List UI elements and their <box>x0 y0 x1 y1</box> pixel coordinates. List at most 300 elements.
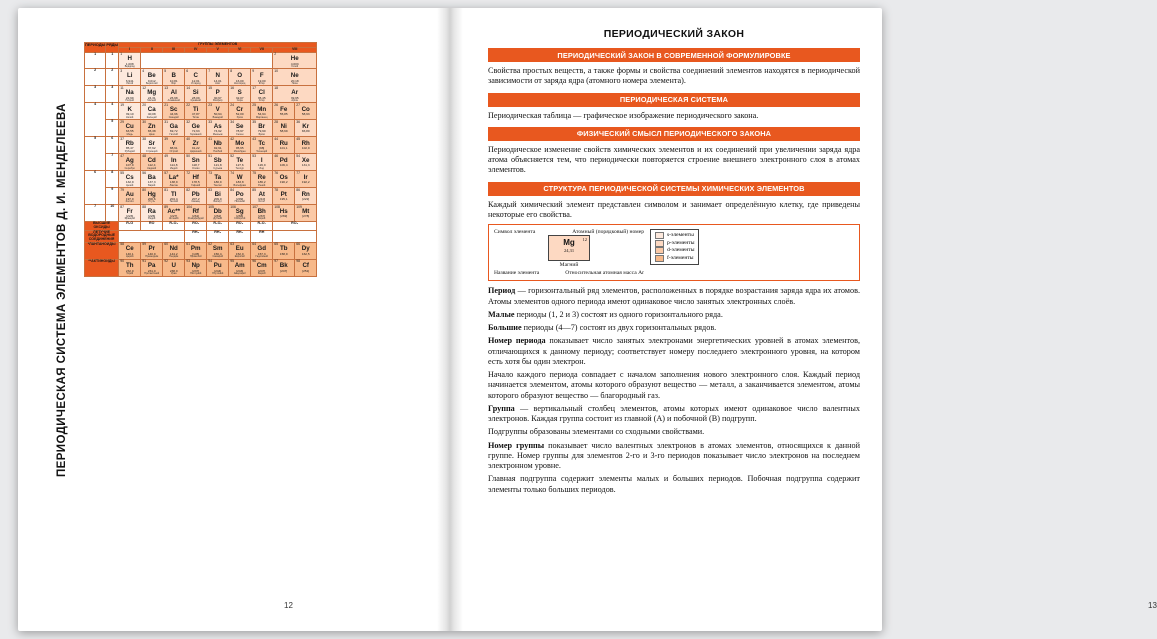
element-symbol: Cd <box>147 156 156 164</box>
element-Pu[interactable] <box>207 259 229 276</box>
element-Ir[interactable] <box>295 171 317 188</box>
element-name: Рений <box>258 183 266 187</box>
element-Ar[interactable] <box>273 86 317 103</box>
element-Os[interactable] <box>273 171 295 188</box>
element-symbol: K <box>127 105 132 113</box>
element-Nb[interactable] <box>207 137 229 154</box>
element-Ca[interactable] <box>141 103 163 120</box>
element-Pd[interactable] <box>273 154 295 171</box>
element-Dy[interactable] <box>295 242 317 259</box>
element-symbol: Pt <box>280 190 287 198</box>
right-page <box>488 28 1157 618</box>
element-symbol: Cu <box>125 122 134 130</box>
element-symbol: H <box>127 55 132 63</box>
group-VIII: VIII <box>273 47 317 52</box>
row-10: 10 <box>106 205 119 222</box>
body-period-number: показывает число занятых электронами энергетических уровней в атомах элементов, отличающихся к данному периоду; соответствует номеру последнего электронного уровня, на котором есть хотя бы один электрон. <box>488 336 860 366</box>
element-number: 44 <box>274 136 278 141</box>
element-name: Азот <box>215 81 221 85</box>
element-name: Фосфор <box>213 98 223 102</box>
element-name: Иод <box>259 166 265 170</box>
element-Hf[interactable] <box>185 171 207 188</box>
element-F[interactable] <box>251 69 273 86</box>
element-symbol: Np <box>191 262 200 270</box>
element-Nd[interactable] <box>163 242 185 259</box>
swatch-f-icon <box>655 255 664 262</box>
element-Ac[interactable] <box>163 205 185 222</box>
element-Ti[interactable] <box>185 103 207 120</box>
element-Ru[interactable] <box>273 137 295 154</box>
element-Cs[interactable] <box>119 171 141 188</box>
element-number: 32 <box>186 119 190 124</box>
element-Mo[interactable] <box>229 137 251 154</box>
element-symbol: Pd <box>279 156 288 164</box>
element-Cr[interactable] <box>229 103 251 120</box>
element-mass: 91,22 <box>191 146 200 151</box>
element-At[interactable] <box>251 188 273 205</box>
element-number: 108 <box>274 204 280 209</box>
element-Tl[interactable] <box>163 188 185 205</box>
sample-element-name: Магний <box>559 262 579 269</box>
element-Th[interactable] <box>119 259 141 276</box>
element-mass: 10,81 <box>169 78 178 83</box>
element-mass: 126,9 <box>257 163 266 168</box>
element-name: Бром <box>258 132 265 136</box>
element-number: 37 <box>120 136 124 141</box>
element-name: Самарий <box>212 255 223 259</box>
element-mass: 157,3 <box>257 251 266 256</box>
element-Au[interactable] <box>119 188 141 205</box>
paragraph-group-number <box>488 441 860 472</box>
element-Np[interactable] <box>185 259 207 276</box>
sample-symbol: Mg <box>563 238 575 248</box>
element-number: 14 <box>186 85 190 90</box>
element-Rn[interactable] <box>295 188 317 205</box>
element-Y[interactable] <box>163 137 185 154</box>
element-name: Марганец <box>256 115 268 119</box>
element-symbol: Xe <box>301 156 310 164</box>
element-Mt[interactable] <box>295 205 317 222</box>
element-number: 20 <box>142 102 146 107</box>
element-Zr[interactable] <box>185 137 207 154</box>
element-O[interactable] <box>229 69 251 86</box>
element-mass: [267] <box>258 214 266 219</box>
period-1: 1 <box>85 52 106 69</box>
element-number: 62 <box>208 242 212 247</box>
element-symbol: Re <box>257 173 266 181</box>
element-mass: 85,47 <box>125 146 134 151</box>
element-Ge[interactable] <box>185 120 207 137</box>
group-V: V <box>207 47 229 52</box>
element-number: 98 <box>296 259 300 264</box>
element-Ce[interactable] <box>119 242 141 259</box>
period-6: 6 <box>85 171 106 205</box>
element-symbol: P <box>215 89 220 97</box>
element-symbol: Se <box>235 122 244 130</box>
element-Ta[interactable] <box>207 171 229 188</box>
element-name: Франций <box>124 217 135 221</box>
element-number: 17 <box>252 85 256 90</box>
element-Sn[interactable] <box>185 154 207 171</box>
row-4: 4 <box>106 103 119 120</box>
header-periods: ПЕРИОДЫ <box>85 43 106 53</box>
element-number: 34 <box>230 119 234 124</box>
element-Br[interactable] <box>251 120 273 137</box>
element-Sr[interactable] <box>141 137 163 154</box>
legend-item-s <box>655 232 694 240</box>
element-Rh[interactable] <box>295 137 317 154</box>
element-Gd[interactable] <box>251 242 273 259</box>
element-mass: 14,01 <box>213 78 222 83</box>
element-Li[interactable] <box>119 69 141 86</box>
element-mass: 16,00 <box>235 78 244 83</box>
oxide-IV: RO₂ <box>185 222 207 231</box>
element-symbol: Te <box>236 156 244 164</box>
element-Fe[interactable] <box>273 103 295 120</box>
element-U[interactable] <box>163 259 185 276</box>
element-symbol: Pb <box>191 190 200 198</box>
element-H[interactable] <box>119 52 141 69</box>
element-La[interactable] <box>163 171 185 188</box>
page-title: ПЕРИОДИЧЕСКИЙ ЗАКОН <box>603 28 745 40</box>
element-mass: 47,87 <box>191 112 200 117</box>
element-symbol: Cs <box>125 173 134 181</box>
element-name: Водород <box>124 64 135 68</box>
element-symbol: Eu <box>235 245 244 253</box>
element-V[interactable] <box>207 103 229 120</box>
element-mass: 183,8 <box>235 180 244 185</box>
element-Ra[interactable] <box>141 205 163 222</box>
element-number: 16 <box>230 85 234 90</box>
element-Cd[interactable] <box>141 154 163 171</box>
element-Mg[interactable] <box>141 86 163 103</box>
element-mass: 58,93 <box>301 112 310 117</box>
element-Ba[interactable] <box>141 171 163 188</box>
element-B[interactable] <box>163 69 185 86</box>
element-name: Сера <box>236 98 243 102</box>
element-N[interactable] <box>207 69 229 86</box>
element-number: 42 <box>230 136 234 141</box>
element-symbol: V <box>215 105 220 113</box>
element-Zn[interactable] <box>141 120 163 137</box>
element-name: Кремний <box>190 98 201 102</box>
element-number: 2 <box>274 52 277 57</box>
element-name: Олово <box>191 166 200 170</box>
element-name: Астат <box>258 200 265 204</box>
element-Am[interactable] <box>229 259 251 276</box>
element-number: 88 <box>142 204 146 209</box>
element-symbol: Po <box>235 190 244 198</box>
element-number: 51 <box>208 153 212 158</box>
label-atomic-number: Атомный (порядковый) номер <box>572 229 644 235</box>
element-mass: 19,00 <box>257 78 266 83</box>
sample-element-cell <box>548 235 590 261</box>
hydride-VI: RH₂ <box>229 230 251 242</box>
element-mass: [226] <box>148 214 156 219</box>
element-K[interactable] <box>119 103 141 120</box>
element-Hg[interactable] <box>141 188 163 205</box>
element-name: Неон <box>291 81 298 85</box>
element-mass: 69,72 <box>169 129 178 134</box>
element-Mn[interactable] <box>251 103 273 120</box>
element-Kr[interactable] <box>295 120 317 137</box>
element-mass: 78,97 <box>235 129 244 134</box>
element-number: 4 <box>142 68 145 73</box>
element-name: Галлий <box>169 132 178 136</box>
element-Tc[interactable] <box>251 137 273 154</box>
element-symbol: Cl <box>258 89 265 97</box>
element-Se[interactable] <box>229 120 251 137</box>
element-name: Резерфордий <box>187 217 204 221</box>
element-W[interactable] <box>229 171 251 188</box>
element-name: Технеций <box>256 149 268 153</box>
element-symbol: F <box>259 72 264 80</box>
element-In[interactable] <box>163 154 185 171</box>
body-group-number: показывает число валентных электронов в атомах элементов, относящихся к данной группе. Номер группы для элементов 2-го и 3-го периодов показывает число электронов на последнем электронном уровне. <box>488 440 861 471</box>
element-name: Иттрий <box>169 149 178 153</box>
element-name: Кальций <box>146 115 157 119</box>
element-Db[interactable] <box>207 205 229 222</box>
element-symbol: Pu <box>213 262 222 270</box>
element-name: Америций <box>233 272 246 276</box>
element-Eu[interactable] <box>229 242 251 259</box>
legend-item-f <box>655 255 694 263</box>
element-Cu[interactable] <box>119 120 141 137</box>
element-number: 74 <box>230 170 234 175</box>
element-symbol: Mo <box>235 139 245 147</box>
element-number: 96 <box>252 259 256 264</box>
element-mass: 140,9 <box>147 251 156 256</box>
element-symbol: Bk <box>279 262 288 270</box>
element-mass: 207,2 <box>191 197 200 202</box>
element-number: 97 <box>274 259 278 264</box>
element-Si[interactable] <box>185 86 207 103</box>
element-mass: 140,1 <box>125 251 134 256</box>
text-periodic-law: Свойства простых веществ, а также формы и свойства соединений элементов находятся в периодической зависимости от заряда ядра (атомного номера элемента). <box>488 66 860 86</box>
element-Ag[interactable] <box>119 154 141 171</box>
element-name: Церий <box>126 255 134 259</box>
element-symbol: Rf <box>192 207 199 215</box>
element-Pr[interactable] <box>141 242 163 259</box>
element-symbol: N <box>215 72 220 80</box>
element-name: Кадмий <box>147 166 157 170</box>
element-name: Кислород <box>234 81 246 85</box>
legend-item-p <box>655 240 694 248</box>
element-symbol: Dy <box>301 245 310 253</box>
element-Be[interactable] <box>141 69 163 86</box>
element-Bk[interactable] <box>273 259 295 276</box>
element-name: Висмут <box>213 200 222 204</box>
element-name: Уран <box>170 272 177 276</box>
element-I[interactable] <box>251 154 273 171</box>
element-mass: [227] <box>170 214 178 219</box>
element-mass: 197,0 <box>125 197 134 202</box>
element-number: 61 <box>186 242 190 247</box>
element-Na[interactable] <box>119 86 141 103</box>
element-symbol: Fe <box>280 105 288 113</box>
element-name: Ниобий <box>213 149 223 153</box>
element-Cm[interactable] <box>251 259 273 276</box>
element-mass: [209] <box>236 197 244 202</box>
element-symbol: Cm <box>256 262 267 270</box>
element-Sc[interactable] <box>163 103 185 120</box>
element-Pm[interactable] <box>185 242 207 259</box>
element-mass: 54,94 <box>257 112 266 117</box>
paragraph-period-number <box>488 336 860 367</box>
element-Cf[interactable] <box>295 259 317 276</box>
element-symbol: Ge <box>191 122 200 130</box>
element-mass: 127,6 <box>235 163 244 168</box>
element-mass: 55,85 <box>279 112 288 117</box>
element-symbol: Br <box>258 122 266 130</box>
element-Xe[interactable] <box>295 154 317 171</box>
left-page-number: 12 <box>284 601 293 610</box>
element-Ni[interactable] <box>273 120 295 137</box>
oxide-VIII: RO₄ <box>273 222 317 231</box>
element-Pa[interactable] <box>141 259 163 276</box>
element-Al[interactable] <box>163 86 185 103</box>
element-mass: 231,0 <box>147 268 156 273</box>
element-mass: [223] <box>126 214 134 219</box>
body-main-subgroup: Главная подгруппа содержит элементы малых и больших периодов. Побочная подгруппа содержит элементы только больших периодов. <box>488 474 860 494</box>
element-Ne[interactable] <box>273 69 317 86</box>
element-mass: 30,97 <box>213 95 222 100</box>
element-name: Литий <box>126 81 134 85</box>
element-Sm[interactable] <box>207 242 229 259</box>
element-name: Хлор <box>258 98 265 102</box>
element-Re[interactable] <box>251 171 273 188</box>
element-mass: [278] <box>302 214 310 219</box>
element-symbol: Sn <box>191 156 200 164</box>
element-Fr[interactable] <box>119 205 141 222</box>
element-number: 47 <box>120 153 124 158</box>
element-number: 86 <box>296 187 300 192</box>
element-mass: 186,2 <box>257 180 266 185</box>
element-He[interactable] <box>273 52 317 69</box>
legend-label-f: f-элементы <box>667 254 694 261</box>
element-name: Таллий <box>169 200 178 204</box>
element-number: 8 <box>230 68 233 73</box>
empty-cells <box>141 52 273 69</box>
element-Pt[interactable] <box>273 188 295 205</box>
element-name: Свинец <box>191 200 201 204</box>
element-symbol: Y <box>171 139 176 147</box>
element-Co[interactable] <box>295 103 317 120</box>
body-subgroups: Подгруппы образованы элементами со сходными свойствами. <box>488 427 705 437</box>
element-As[interactable] <box>207 120 229 137</box>
element-Rf[interactable] <box>185 205 207 222</box>
element-number: 27 <box>296 102 300 107</box>
element-mass: [269] <box>280 214 288 219</box>
element-name: Прометий <box>189 255 202 259</box>
period-2: 2 <box>85 69 106 86</box>
group-VII: VII <box>251 47 273 52</box>
element-Tb[interactable] <box>273 242 295 259</box>
element-symbol: C <box>193 72 198 80</box>
element-number: 66 <box>296 242 300 247</box>
element-mass: 118,7 <box>191 163 200 168</box>
body-large: периоды (4—7) состоят из двух горизонтальных рядов. <box>521 323 717 333</box>
element-Po[interactable] <box>229 188 251 205</box>
periodic-table <box>84 42 442 277</box>
element-symbol: O <box>237 72 243 80</box>
element-Sg[interactable] <box>229 205 251 222</box>
element-number: 7 <box>208 68 211 73</box>
element-Rb[interactable] <box>119 137 141 154</box>
row-7: 7 <box>106 154 119 171</box>
element-symbol: Li <box>126 72 133 80</box>
element-number: 81 <box>164 187 168 192</box>
element-number: 77 <box>296 170 300 175</box>
element-name: Фтор <box>258 81 265 85</box>
paragraph-small-periods <box>488 310 860 320</box>
element-Ga[interactable] <box>163 120 185 137</box>
element-symbol: W <box>236 173 243 181</box>
element-name: Бор <box>171 81 176 85</box>
element-mass: 178,5 <box>191 180 200 185</box>
element-number: 39 <box>164 136 168 141</box>
element-mass: 180,9 <box>213 180 222 185</box>
element-Sb[interactable] <box>207 154 229 171</box>
element-symbol: Db <box>213 207 222 215</box>
element-name: Теллур <box>235 166 244 170</box>
element-symbol: Sb <box>213 156 222 164</box>
element-symbol: Zr <box>192 139 199 147</box>
element-Pb[interactable] <box>185 188 207 205</box>
element-Hs[interactable] <box>273 205 295 222</box>
element-symbol: Sr <box>148 139 155 147</box>
element-name: Плутоний <box>212 272 224 276</box>
element-Cl[interactable] <box>251 86 273 103</box>
element-mass: 58,69 <box>279 129 288 134</box>
book-pages <box>18 8 1157 631</box>
element-mass: 131,3 <box>301 163 310 168</box>
element-symbol: S <box>237 89 242 97</box>
element-name: Полоний <box>234 200 245 204</box>
element-mass: 28,09 <box>191 95 200 100</box>
element-symbol: As <box>213 122 222 130</box>
element-name: Германий <box>190 132 202 136</box>
element-mass: 190,2 <box>279 180 288 185</box>
element-symbol: Na <box>125 89 134 97</box>
element-name: Ванадий <box>212 115 223 119</box>
element-S[interactable] <box>229 86 251 103</box>
element-symbol: Kr <box>302 122 310 130</box>
element-mass: 209,0 <box>213 197 222 202</box>
element-mass: [247] <box>258 268 266 273</box>
element-name: Скандий <box>168 115 179 119</box>
body-period-start: Начало каждого периода совпадает с началом заполнения нового электронного слоя. Каждый период начинается элементом, атомы которого образуют вещество — металл, а заканчивается элементом, атомы которого образуют вещество — благородный газ. <box>488 370 860 400</box>
row-8: 8 <box>106 171 119 188</box>
element-Te[interactable] <box>229 154 251 171</box>
element-number: 104 <box>186 204 192 209</box>
element-mass: 204,4 <box>169 197 178 202</box>
element-Bh[interactable] <box>251 205 273 222</box>
element-name: Рубидий <box>124 149 135 153</box>
element-C[interactable] <box>185 69 207 86</box>
element-Bi[interactable] <box>207 188 229 205</box>
period-3: 3 <box>85 86 106 103</box>
element-symbol: Zn <box>147 122 156 130</box>
element-symbol: Fr <box>126 207 133 215</box>
element-P[interactable] <box>207 86 229 103</box>
hydride-IV: RH₄ <box>185 230 207 242</box>
row-2: 2 <box>106 69 119 86</box>
element-name: Кюрий <box>257 272 266 276</box>
element-name: Хром <box>236 115 243 119</box>
element-mass: [251] <box>302 268 310 273</box>
element-number: 95 <box>230 259 234 264</box>
